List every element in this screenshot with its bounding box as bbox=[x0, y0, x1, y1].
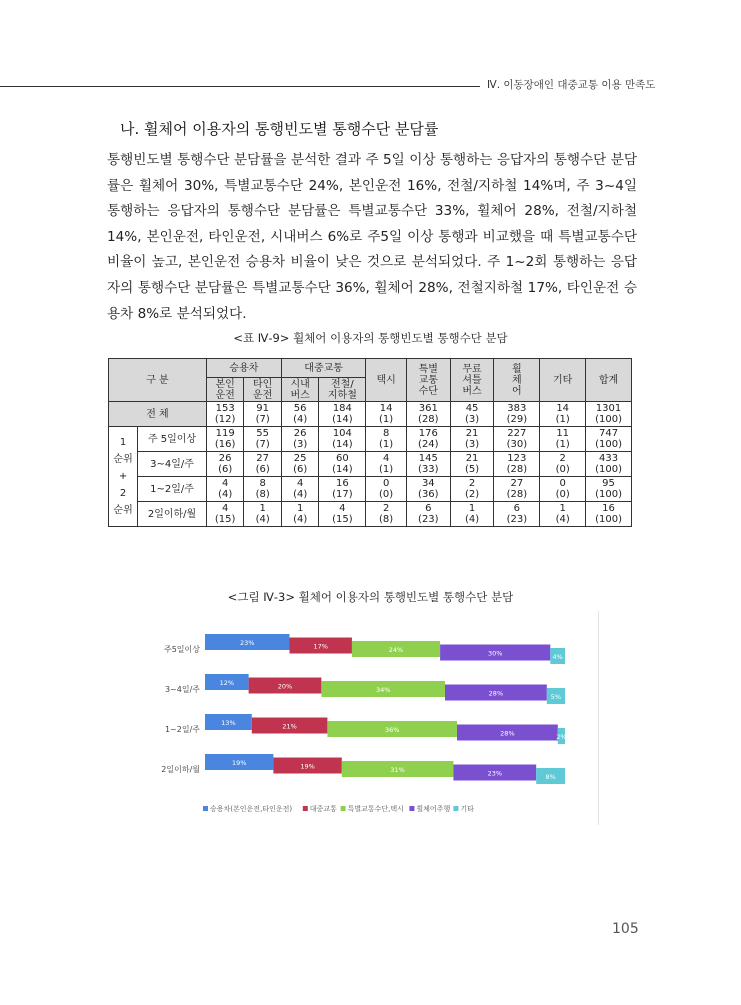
table-cell: 123 (28) bbox=[494, 452, 540, 477]
data-label: 19% bbox=[300, 762, 315, 771]
body-paragraph: 통행빈도별 통행수단 분담률을 분석한 결과 주 5일 이상 통행하는 응답자의 통행수단 분담률은 휠체어 30%, 특별교통수단 24%, 본인운전 16%, 전철/지하철 14%며, 주 3~4일 통행하는 응답자의 통행수단 분담률은 특별교통수단 33%, 휠체어 28%, 전철/지하철 14%, 본인운전, 타인운전, 시내버스 6%로 주5일 이상 통행과 비교했을 때 특별교통수단 비율이 높고, 본인운전 승용차 비율이 낮은 것으로 분석되었다. 주 1~2회 통행하는 응답자의 통행수단 분담률은 특별교통수단 36%, 휠체어 28%, 전철지하철 17%, 타인운전 승용차 8%로 분석되었다. bbox=[107, 152, 637, 322]
legend-swatch bbox=[453, 806, 458, 811]
table-cell: 27 (6) bbox=[244, 452, 282, 477]
header-free-shuttle: 무료 셔틀 버스 bbox=[450, 359, 494, 402]
data-label: 5% bbox=[550, 693, 562, 701]
table-cell: 26 (6) bbox=[206, 452, 244, 477]
table-cell: 2 (2) bbox=[450, 477, 494, 502]
legend-label: 승용차(본인운전,타인운전) bbox=[210, 805, 293, 813]
data-label: 8% bbox=[545, 773, 556, 781]
header-self-drive: 본인 운전 bbox=[206, 378, 244, 402]
header-total: 합계 bbox=[586, 359, 632, 402]
data-label: 12% bbox=[219, 679, 235, 687]
table-cell: 119 (16) bbox=[206, 427, 244, 452]
table-row bbox=[109, 452, 632, 477]
data-label: 34% bbox=[375, 686, 391, 694]
table-cell: 45 (3) bbox=[450, 402, 494, 427]
table-cell: 21 (5) bbox=[450, 452, 494, 477]
table-cell: 55 (7) bbox=[244, 427, 282, 452]
table-cell: 4 (4) bbox=[206, 477, 244, 502]
category-label: 3~4일/주 bbox=[164, 685, 200, 694]
table-cell: 34 (36) bbox=[406, 477, 450, 502]
table-cell: 227 (30) bbox=[494, 427, 540, 452]
section-title: 나. 휠체어 이용자의 통행빈도별 통행수단 분담률 bbox=[120, 120, 439, 138]
legend-label: 기타 bbox=[460, 805, 474, 813]
table-cell: 16 (100) bbox=[586, 502, 632, 527]
chart-frame bbox=[108, 611, 599, 825]
group-label-rank: 1 순위 + 2 순위 bbox=[109, 427, 138, 527]
category-label: 1~2일/주 bbox=[164, 725, 200, 734]
row-label: 1~2일/주 bbox=[138, 477, 207, 502]
data-label: 30% bbox=[487, 649, 503, 658]
row-label: 3~4일/주 bbox=[138, 452, 207, 477]
data-label: 17% bbox=[313, 642, 328, 651]
table-cell: 383 (29) bbox=[494, 402, 540, 427]
legend-label: 특별교통수단,택시 bbox=[347, 805, 404, 813]
legend-swatch bbox=[341, 806, 346, 811]
table-cell: 8 (8) bbox=[244, 477, 282, 502]
header-gubun: 구 분 bbox=[109, 359, 207, 402]
table-cell: 14 (1) bbox=[540, 402, 586, 427]
table-cell: 1 (4) bbox=[540, 502, 586, 527]
table-row bbox=[109, 477, 632, 502]
table-cell: 0 (0) bbox=[366, 477, 407, 502]
table-cell: 1 (4) bbox=[281, 502, 319, 527]
data-label: 28% bbox=[488, 689, 504, 698]
table-cell: 2 (0) bbox=[540, 452, 586, 477]
table-cell: 0 (0) bbox=[540, 477, 586, 502]
data-label: 28% bbox=[500, 729, 515, 738]
table-cell: 176 (24) bbox=[406, 427, 450, 452]
table-cell: 2 (8) bbox=[366, 502, 407, 527]
table-cell: 184 (14) bbox=[319, 402, 366, 427]
data-label: 19% bbox=[231, 759, 247, 767]
table-cell: 747 (100) bbox=[586, 427, 632, 452]
stacked-bar-chart bbox=[108, 611, 598, 825]
table-cell: 433 (100) bbox=[586, 452, 632, 477]
table-cell: 4 (15) bbox=[206, 502, 244, 527]
table-cell: 1 (4) bbox=[450, 502, 494, 527]
category-label: 2일이하/월 bbox=[161, 765, 200, 774]
data-label: 23% bbox=[240, 639, 255, 647]
table-cell: 27 (28) bbox=[494, 477, 540, 502]
table-cell: 1 (4) bbox=[244, 502, 282, 527]
table-cell: 6 (23) bbox=[494, 502, 540, 527]
header-etc: 기타 bbox=[540, 359, 586, 402]
table-cell: 8 (1) bbox=[366, 427, 407, 452]
header-subway: 전철/ 지하철 bbox=[319, 378, 366, 402]
table-cell: 104 (14) bbox=[319, 427, 366, 452]
table-cell: 6 (23) bbox=[406, 502, 450, 527]
table-cell: 26 (3) bbox=[281, 427, 319, 452]
running-header: Ⅳ. 이동장애인 대중교통 이용 만족도 bbox=[487, 79, 656, 91]
table-cell: 60 (14) bbox=[319, 452, 366, 477]
table-cell: 91 (7) bbox=[244, 402, 282, 427]
legend-swatch bbox=[203, 806, 208, 811]
table-cell: 11 (1) bbox=[540, 427, 586, 452]
table-cell: 56 (4) bbox=[281, 402, 319, 427]
table-cell: 4 (4) bbox=[281, 477, 319, 502]
row-label: 주 5일이상 bbox=[138, 427, 207, 452]
table-cell: 361 (28) bbox=[406, 402, 450, 427]
table-cell: 14 (1) bbox=[366, 402, 407, 427]
table-row bbox=[109, 427, 632, 452]
figure-caption: <그림 Ⅳ-3> 휠체어 이용자의 통행빈도별 통행수단 분담 bbox=[227, 590, 514, 604]
table-cell: 1301 (100) bbox=[586, 402, 632, 427]
table-cell: 21 (3) bbox=[450, 427, 494, 452]
legend-label: 대중교통 bbox=[309, 805, 337, 813]
table-caption: <표 Ⅳ-9> 휠체어 이용자의 통행빈도별 통행수단 분담 bbox=[233, 331, 508, 345]
table-row-total bbox=[109, 402, 632, 427]
category-label: 주5일이상 bbox=[163, 645, 200, 654]
row-label-total: 전 체 bbox=[109, 402, 207, 427]
page-number: 105 bbox=[612, 921, 639, 937]
header-car: 승용차 bbox=[206, 359, 281, 378]
table-cell: 95 (100) bbox=[586, 477, 632, 502]
header-other-drive: 타인 운전 bbox=[244, 378, 282, 402]
header-special-transport: 특별 교통 수단 bbox=[406, 359, 450, 402]
header-wheelchair: 휠 체 어 bbox=[494, 359, 540, 402]
table-cell: 4 (15) bbox=[319, 502, 366, 527]
data-label: 36% bbox=[384, 726, 400, 734]
data-label: 2% bbox=[556, 733, 567, 741]
legend-label: 휠체어주행 bbox=[416, 805, 451, 813]
table-cell: 4 (1) bbox=[366, 452, 407, 477]
data-label: 21% bbox=[282, 722, 297, 731]
legend-swatch bbox=[303, 806, 308, 811]
table-cell: 145 (33) bbox=[406, 452, 450, 477]
share-table bbox=[108, 358, 632, 527]
header-rule bbox=[0, 86, 480, 87]
header-city-bus: 시내 버스 bbox=[281, 378, 319, 402]
data-label: 23% bbox=[487, 769, 503, 778]
row-label: 2일이하/월 bbox=[138, 502, 207, 527]
header-taxi: 택시 bbox=[366, 359, 407, 402]
data-label: 31% bbox=[390, 766, 405, 774]
table-cell: 153 (12) bbox=[206, 402, 244, 427]
data-label: 4% bbox=[552, 653, 563, 661]
data-label: 20% bbox=[277, 682, 293, 691]
table-cell: 16 (17) bbox=[319, 477, 366, 502]
data-label: 13% bbox=[221, 719, 236, 727]
data-label: 24% bbox=[388, 646, 404, 654]
header-public-transit: 대중교통 bbox=[281, 359, 365, 378]
table-cell: 25 (6) bbox=[281, 452, 319, 477]
table-row bbox=[109, 502, 632, 527]
legend-swatch bbox=[409, 806, 414, 811]
